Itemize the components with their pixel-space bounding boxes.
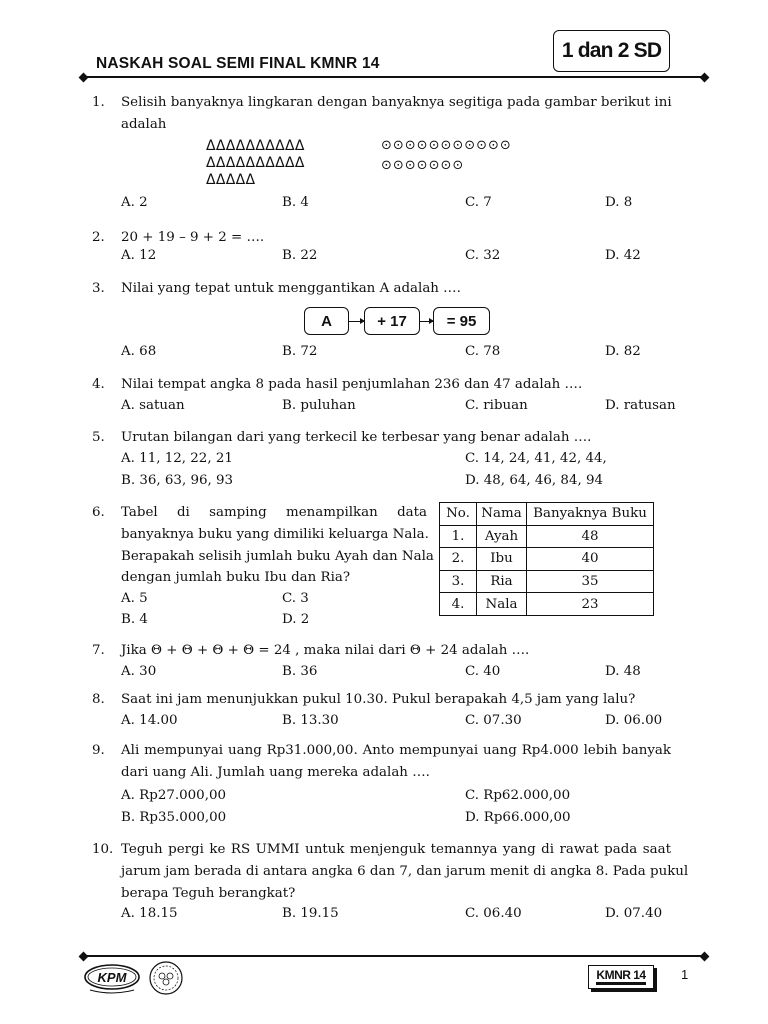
triangle-row: ΔΔΔΔΔΔΔΔΔΔ — [206, 138, 305, 154]
question-7-number: 7. — [92, 643, 105, 658]
option-a[interactable]: A. Rp27.000,00 — [121, 788, 226, 803]
kmnr-footer-logo-text: KMNR 14 — [596, 968, 646, 982]
header-rule-left-ornament — [79, 72, 89, 82]
option-b[interactable]: B. 13.30 — [282, 713, 339, 728]
column-header-books: Banyaknya Buku — [527, 503, 654, 526]
option-c[interactable]: C. 07.30 — [465, 713, 522, 728]
option-b[interactable]: B. 72 — [282, 344, 318, 359]
triangle-row: ΔΔΔΔΔΔΔΔΔΔ — [206, 155, 305, 171]
table-cell-books: 40 — [527, 548, 654, 571]
table-cell-no: 4. — [440, 593, 477, 616]
question-2-number: 2. — [92, 230, 105, 245]
question-2-text: 20 + 19 – 9 + 2 = …. — [121, 230, 265, 245]
question-8-number: 8. — [92, 692, 105, 707]
option-d[interactable]: D. 48, 64, 46, 84, 94 — [465, 473, 604, 488]
question-3-number: 3. — [92, 281, 105, 296]
books-table — [439, 502, 654, 616]
option-a[interactable]: A. 5 — [121, 591, 148, 606]
flow-box-plus: + 17 — [364, 307, 420, 335]
circle-row: ⊙⊙⊙⊙⊙⊙⊙ — [381, 158, 465, 173]
header-rule — [82, 76, 704, 78]
question-4-text: Nilai tempat angka 8 pada hasil penjumlahan 236 dan 47 adalah …. — [121, 377, 583, 392]
table-row — [440, 525, 654, 548]
option-c[interactable]: C. ribuan — [465, 398, 528, 413]
option-a[interactable]: A. 68 — [121, 344, 157, 359]
kpm-logo-text: KPM — [97, 970, 127, 985]
question-3-text: Nilai yang tepat untuk menggantikan A adalah …. — [121, 281, 461, 296]
option-d[interactable]: D. ratusan — [605, 398, 676, 413]
option-c[interactable]: C. 7 — [465, 195, 492, 210]
option-d[interactable]: D. 06.00 — [605, 713, 663, 728]
table-cell-books: 23 — [527, 593, 654, 616]
question-10-number: 10. — [92, 842, 114, 857]
question-1-text: Selisih banyaknya lingkaran dengan banyaknya segitiga pada gambar berikut ini — [121, 95, 672, 110]
option-c[interactable]: C. 78 — [465, 344, 501, 359]
option-b[interactable]: B. puluhan — [282, 398, 356, 413]
table-cell-name: Ria — [477, 570, 527, 593]
table-cell-name: Ayah — [477, 525, 527, 548]
table-cell-books: 48 — [527, 525, 654, 548]
question-5-number: 5. — [92, 430, 105, 445]
footer-rule-left-ornament — [79, 951, 89, 961]
option-d[interactable]: D. 42 — [605, 248, 641, 263]
option-c[interactable]: C. 06.40 — [465, 906, 522, 921]
table-row — [440, 548, 654, 571]
question-9-text: Ali mempunyai uang Rp31.000,00. Anto mempunyai uang Rp4.000 lebih banyak — [121, 743, 671, 758]
question-8-text: Saat ini jam menunjukkan pukul 10.30. Pukul berapakah 4,5 jam yang lalu? — [121, 692, 636, 707]
kpm-logo — [82, 962, 142, 996]
option-d[interactable]: D. 07.40 — [605, 906, 663, 921]
page-title: NASKAH SOAL SEMI FINAL KMNR 14 — [96, 55, 380, 72]
option-a[interactable]: A. 12 — [121, 248, 157, 263]
flow-box-a: A — [304, 307, 349, 335]
question-6-text: banyaknya buku yang dimiliki keluarga Nala. — [121, 527, 429, 542]
table-cell-name: Ibu — [477, 548, 527, 571]
arrow-right-icon — [420, 321, 433, 322]
page-number: 1 — [681, 967, 689, 982]
option-a[interactable]: A. 2 — [121, 195, 148, 210]
table-row — [440, 570, 654, 593]
question-1-number: 1. — [92, 95, 105, 110]
table-row — [440, 593, 654, 616]
option-c[interactable]: C. 32 — [465, 248, 501, 263]
triangle-row: ΔΔΔΔΔ — [206, 172, 256, 188]
table-cell-no: 1. — [440, 525, 477, 548]
grade-label: 1 dan 2 SD — [553, 30, 670, 72]
option-b[interactable]: B. 36, 63, 96, 93 — [121, 473, 234, 488]
question-6-text: Berapakah selisih jumlah buku Ayah dan Nala — [121, 549, 434, 564]
question-9-text: dari uang Ali. Jumlah uang mereka adalah …. — [121, 765, 430, 780]
option-b[interactable]: B. Rp35.000,00 — [121, 810, 227, 825]
question-10-text: jarum jam berada di antara angka 6 dan 7, dan jarum menit di angka 8. Pada pukul — [121, 864, 689, 879]
column-header-no: No. — [440, 503, 477, 526]
option-b[interactable]: B. 4 — [121, 612, 148, 627]
option-d[interactable]: D. 82 — [605, 344, 641, 359]
question-6-text: Tabel di samping menampilkan data — [121, 505, 427, 520]
option-b[interactable]: B. 19.15 — [282, 906, 339, 921]
table-cell-books: 35 — [527, 570, 654, 593]
option-d[interactable]: D. Rp66.000,00 — [465, 810, 571, 825]
table-cell-no: 3. — [440, 570, 477, 593]
option-a[interactable]: A. satuan — [121, 398, 185, 413]
circle-row: ⊙⊙⊙⊙⊙⊙⊙⊙⊙⊙⊙ — [381, 138, 512, 153]
footer-rule — [82, 955, 704, 957]
option-a[interactable]: A. 30 — [121, 664, 157, 679]
table-cell-name: Nala — [477, 593, 527, 616]
option-c[interactable]: C. 40 — [465, 664, 501, 679]
option-c[interactable]: C. Rp62.000,00 — [465, 788, 571, 803]
question-6-text: dengan jumlah buku Ibu dan Ria? — [121, 570, 351, 585]
table-header-row — [440, 503, 654, 526]
option-d[interactable]: D. 8 — [605, 195, 633, 210]
option-c[interactable]: C. 14, 24, 41, 42, 44, — [465, 451, 607, 466]
option-d[interactable]: D. 48 — [605, 664, 641, 679]
question-10-text: berapa Teguh berangkat? — [121, 886, 296, 901]
option-a[interactable]: A. 11, 12, 22, 21 — [121, 451, 233, 466]
option-a[interactable]: A. 18.15 — [121, 906, 178, 921]
column-header-name: Nama — [477, 503, 527, 526]
kmnr-footer-logo — [588, 965, 658, 993]
question-7-text: Jika Θ + Θ + Θ + Θ = 24 , maka nilai dari Θ + 24 adalah …. — [121, 643, 530, 658]
header-rule-right-ornament — [700, 72, 710, 82]
option-d[interactable]: D. 2 — [282, 612, 310, 627]
question-1-text: adalah — [121, 117, 167, 132]
arrow-right-icon — [349, 321, 364, 322]
flow-box-result: = 95 — [433, 307, 490, 335]
table-cell-no: 2. — [440, 548, 477, 571]
question-9-number: 9. — [92, 743, 105, 758]
question-4-number: 4. — [92, 377, 105, 392]
question-5-text: Urutan bilangan dari yang terkecil ke terbesar yang benar adalah …. — [121, 430, 592, 445]
seal-icon — [148, 960, 184, 996]
question-6-number: 6. — [92, 505, 105, 520]
footer-rule-right-ornament — [700, 951, 710, 961]
option-b[interactable]: B. 4 — [282, 195, 309, 210]
question-10-text: Teguh pergi ke RS UMMI untuk menjenguk temannya yang di rawat pada saat — [121, 842, 671, 857]
option-c[interactable]: C. 3 — [282, 591, 309, 606]
option-a[interactable]: A. 14.00 — [121, 713, 178, 728]
option-b[interactable]: B. 36 — [282, 664, 318, 679]
option-b[interactable]: B. 22 — [282, 248, 318, 263]
